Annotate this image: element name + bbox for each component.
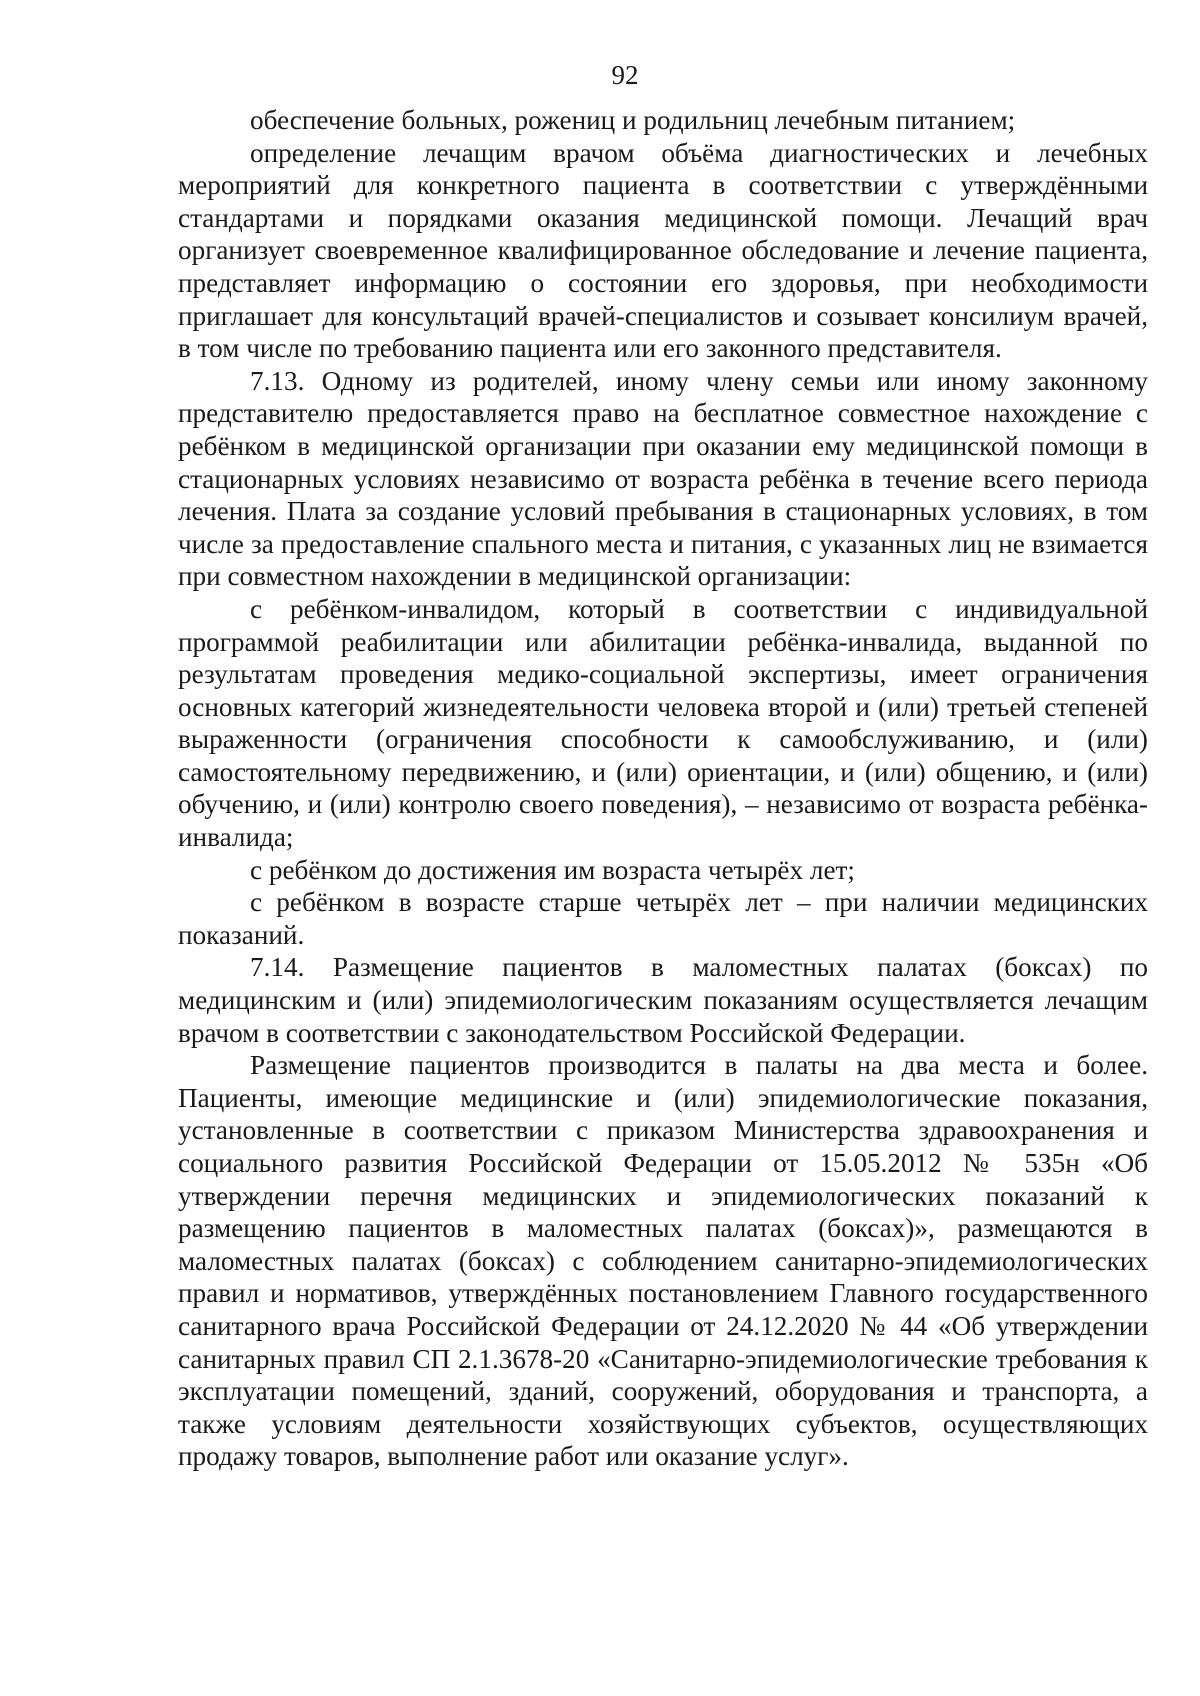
paragraph-7-14: 7.14. Размещение пациентов в маломестных палатах (боксах) по медицинским и (или) эпидемиологическим показаниям осуществляется лечащим врачом в соответствии с законодательством Российской Федерации. (178, 952, 1148, 1048)
document-body (178, 104, 1148, 1473)
paragraph-disabled-child: с ребёнком-инвалидом, который в соответствии с индивидуальной программой реабилитации или абилитации ребёнка-инвалида, выданной по результатам проведения медико-социальной экспертизы, имеет ограничения основных категорий жизнедеятельности человека второй и (или) третьей степеней выраженности (ограничения способности к самообслуживанию, и (или) самостоятельному передвижению, и (или) ориентации, и (или) общению, и (или) обучению, и (или) контролю своего поведения), – независимо от возраста ребёнка-инвалида; (178, 593, 1148, 853)
paragraph-nutrition: обеспечение больных, рожениц и родильниц лечебным питанием; (250, 105, 1016, 135)
paragraph-child-over-four: с ребёнком в возрасте старше четырёх лет – при наличии медицинских показаний. (178, 887, 1148, 950)
paragraph-7-13: 7.13. Одному из родителей, иному члену семьи или иному законному представителю предоставляется право на бесплатное совместное нахождение с ребёнком в медицинской организации при оказании ему медицинской помощи в стационарных условиях независимо от возраста ребёнка в течение всего периода лечения. Плата за создание условий пребывания в стационарных условиях, в том числе за предоставление спального места и питания, с указанных лиц не взимается при совместном нахождении в медицинской организации: (178, 365, 1148, 592)
paragraph-attending-physician: определение лечащим врачом объёма диагностических и лечебных мероприятий для конкретного пациента в соответствии с утверждёнными стандартами и порядками оказания медицинской помощи. Лечащий врач организует своевременное квалифицированное обследование и лечение пациента, представляет информацию о состоянии его здоровья, при необходимости приглашает для консультаций врачей-специалистов и созывает консилиум врачей, в том числе по требованию пациента или его законного представителя. (178, 137, 1148, 364)
paragraph-child-under-four: с ребёнком до достижения им возраста четырёх лет; (250, 854, 855, 885)
page-number: 92 (611, 60, 639, 90)
paragraph-ward-placement: Размещение пациентов производится в палаты на два места и более. Пациенты, имеющие медицинские и (или) эпидемиологические показания, установленные в соответствии с приказом Министерства здравоохранения и социального развития Российской Федерации от 15.05.2012 № 535н «Об утверждении перечня медицинских и эпидемиологических показаний к размещению пациентов в маломестных палатах (боксах)», размещаются в маломестных палатах (боксах) с соблюдением санитарно-эпидемиологических правил и нормативов, утверждённых постановлением Главного государственного санитарного врача Российской Федерации от 24.12.2020 № 44 «Об утверждении санитарных правил СП 2.1.3678-20 «Санитарно-эпидемиологические требования к эксплуатации помещений, зданий, сооружений, оборудования и транспорта, а также условиям деятельности хозяйствующих субъектов, осуществляющих продажу товаров, выполнение работ или оказание услуг». (178, 1050, 1148, 1472)
